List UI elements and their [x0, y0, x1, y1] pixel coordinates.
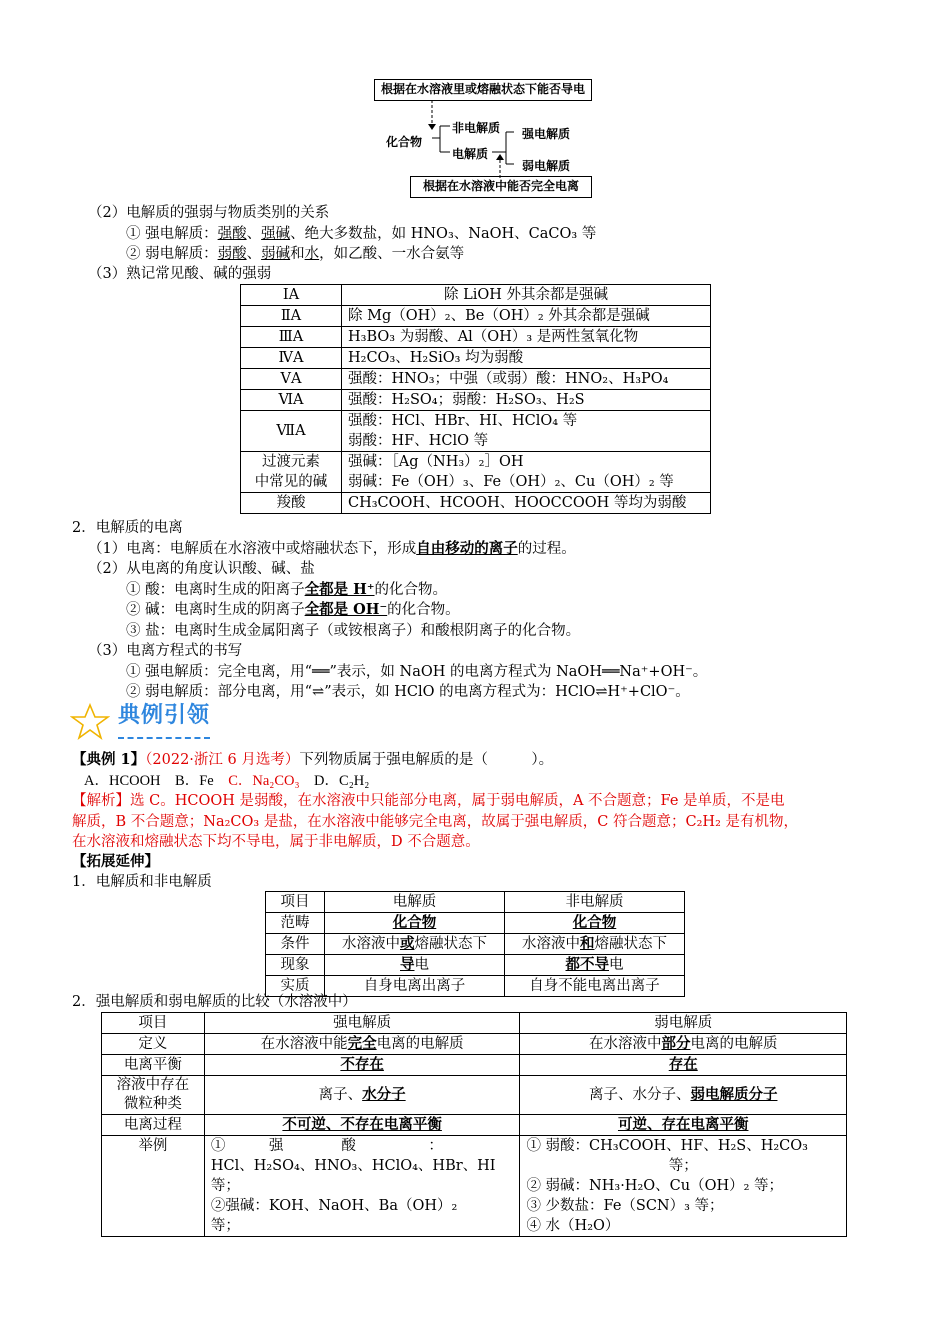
example-options	[84, 771, 369, 791]
t2-row	[266, 955, 685, 976]
t2-cell: 自身不能电离出离子	[505, 976, 685, 997]
group-label	[241, 390, 342, 411]
banner-underline	[118, 737, 210, 739]
sep: 、	[246, 246, 262, 262]
cell-line: 强碱：［Ag（NH₃）₂］OH	[348, 454, 524, 470]
group-desc	[342, 306, 711, 327]
equation-heading: （3）电离方程式的书写	[88, 643, 243, 659]
cell-line: CH₃COOH、HCOOH、HOOCCOOH 等均为弱酸	[348, 495, 687, 511]
group-row	[241, 411, 711, 452]
cell-line: 强酸：H₂SO₄；弱酸：H₂SO₃、H₂S	[348, 392, 585, 408]
strong-ex-4: ②强碱：KOH、NaOH、Ba（OH）₂	[210, 1198, 458, 1214]
cell-line: ⅥA	[278, 392, 304, 408]
group-desc	[342, 369, 711, 390]
text: ② 碱：电离时生成的阴离子	[126, 602, 305, 618]
option-c: C．Na₂CO₃	[228, 773, 300, 789]
cell-line: 过渡元素	[262, 454, 320, 470]
cell-line: H₃BO₃ 为弱酸、Al（OH）₃ 是两性氢氧化物	[348, 329, 639, 345]
t3-species-label: 溶液中存在 微粒种类	[102, 1076, 205, 1115]
cell-line: 强酸：HCl、HBr、HI、HClO₄ 等	[348, 413, 578, 429]
group-desc	[342, 493, 711, 514]
weak-electrolyte-line	[126, 244, 464, 264]
cell-line: 除 Mg（OH）₂、Be（OH）₂ 外其余都是强碱	[348, 308, 650, 324]
t3-h0: 项目	[102, 1013, 205, 1034]
diagram-compound: 化合物	[386, 135, 423, 149]
acid-base-group-table	[240, 284, 711, 514]
group-desc	[342, 411, 711, 452]
label: ② 弱电解质：	[126, 246, 218, 262]
strong-ex-3: 等；	[210, 1178, 240, 1194]
salt-definition: ③ 盐：电离时生成金属阳离子（或铵根离子）和酸根阴离子的化合物。	[126, 623, 581, 639]
t3-example-strong	[204, 1136, 520, 1237]
t3-equilibrium-weak: 存在	[520, 1055, 847, 1076]
t3-example-weak	[520, 1136, 847, 1237]
rest: 、绝大多数盐，如 HNO₃、NaOH、CaCO₃ 等	[290, 226, 597, 242]
strong-weak-table	[101, 1012, 847, 1237]
section-2-heading: （2）电解质的强弱与物质类别的关系	[88, 205, 330, 221]
group-label	[241, 369, 342, 390]
t3-process-weak: 可逆、存在电离平衡	[520, 1115, 847, 1136]
group-label	[241, 285, 342, 306]
group-label	[241, 493, 342, 514]
weak-ex-2: 等；	[668, 1158, 698, 1174]
t2-row	[266, 913, 685, 934]
group-row	[241, 452, 711, 493]
t2-cell: 现象	[266, 955, 325, 976]
text: 的化合物。	[387, 602, 460, 618]
cell-line: ⅦA	[276, 423, 306, 439]
diagram-strong: 强电解质	[522, 127, 571, 141]
group-label	[241, 306, 342, 327]
t3-definition-label: 定义	[102, 1034, 205, 1055]
t3-example-label: 举例	[102, 1136, 205, 1237]
group-row	[241, 493, 711, 514]
cell-line: ⅣA	[278, 350, 304, 366]
t3-process-strong: 不可逆、不存在电离平衡	[204, 1115, 520, 1136]
diagram-weak: 弱电解质	[522, 159, 571, 173]
t2-cell: 化合物	[325, 913, 505, 934]
group-row	[241, 306, 711, 327]
t3-process-label: 电离过程	[102, 1115, 205, 1136]
strong-ex-2: HCl、H₂SO₄、HNO₃、HClO₄、HBr、HI	[210, 1158, 496, 1174]
cell-line: ⅤA	[280, 371, 302, 387]
weak-acid: 弱酸	[217, 246, 247, 262]
strong-ex-1: ① 强 酸 ：	[210, 1138, 443, 1154]
analysis-line-3: 在水溶液和熔融状态下均不导电，属于非电解质，D 不合题意。	[72, 834, 480, 850]
strong-acid: 强酸	[217, 226, 247, 242]
group-desc	[342, 327, 711, 348]
strong-weak-title: 2．强电解质和弱电解质的比较（水溶液中）	[72, 994, 357, 1010]
cell-line: 弱酸：HF、HClO 等	[348, 433, 489, 449]
cell-line: ⅡA	[280, 308, 302, 324]
group-label	[241, 327, 342, 348]
group-desc	[342, 390, 711, 411]
cell-line: 羧酸	[276, 495, 306, 511]
options-ab: A．HCOOH B．Fe	[84, 773, 229, 789]
t3-definition-strong: 在水溶液中能完全电离的电解质	[204, 1034, 520, 1055]
t2-header-cell: 非电解质	[505, 892, 685, 913]
weak-base: 弱碱	[261, 246, 291, 262]
cell-line: H₂CO₃、H₂SiO₃ 均为弱酸	[348, 350, 524, 366]
rest: ，如乙酸、一水合氨等	[319, 246, 465, 262]
cell-line: 除 LiOH 外其余都是强碱	[443, 287, 609, 303]
t3-h2: 弱电解质	[520, 1013, 847, 1034]
t2-cell: 化合物	[505, 913, 685, 934]
diagram-bottom-box: 根据在水溶液中能否完全电离	[410, 176, 592, 198]
group-label	[241, 348, 342, 369]
diagram-electrolyte: 电解质	[452, 147, 489, 161]
text: ② 弱电解质：部分电离，用“	[126, 684, 313, 700]
diagram-top-box: 根据在水溶液里或熔融状态下能否导电	[374, 79, 592, 101]
extension-item-1: 1．电解质和非电解质	[72, 874, 212, 890]
t2-cell: 范畴	[266, 913, 325, 934]
t2-header-cell: 电解质	[325, 892, 505, 913]
t2-cell: 水溶液中或熔融状态下	[325, 934, 505, 955]
group-row	[241, 348, 711, 369]
t3-equilibrium-strong: 不存在	[204, 1055, 520, 1076]
cell-line: ⅠA	[282, 287, 300, 303]
example-tag: 【典例 1】	[72, 751, 146, 768]
water: 水	[304, 246, 320, 262]
ionization-heading: 2．电解质的电离	[72, 520, 183, 536]
t2-cell: 水溶液中和熔融状态下	[505, 934, 685, 955]
all-oh: 全都是 OH⁻	[304, 601, 388, 618]
text: ① 酸：电离时生成的阳离子	[126, 582, 305, 598]
text: ① 强电解质：完全电离，用“	[126, 664, 313, 680]
all-h: 全都是 H⁺	[304, 581, 375, 598]
weak-equation	[126, 682, 690, 702]
weak-ex-3: ② 弱碱：NH₃·H₂O、Cu（OH）₂ 等；	[526, 1178, 784, 1194]
t3-equilibrium-label: 电离平衡	[102, 1055, 205, 1076]
option-d: D．C₂H₂	[299, 773, 370, 789]
free-ions: 自由移动的离子	[416, 540, 518, 557]
ionization-definition	[88, 539, 576, 559]
t3-definition-weak: 在水溶液中部分电离的电解质	[520, 1034, 847, 1055]
text: 的化合物。	[374, 582, 448, 598]
analysis-line-1: 【解析】选 C。HCOOH 是弱酸，在水溶液中只能部分电离，属于弱电解质，A 不合题意；Fe 是单质，不是电	[72, 793, 785, 809]
strong-base: 强碱	[261, 226, 291, 242]
strong-ex-5: 等；	[210, 1218, 240, 1234]
section-3-heading: （3）熟记常见酸、碱的强弱	[88, 266, 272, 282]
group-desc	[342, 452, 711, 493]
diagram-non-electrolyte: 非电解质	[452, 121, 501, 135]
electrolyte-comparison-table	[265, 891, 685, 997]
group-row	[241, 327, 711, 348]
t2-cell: 都不导电	[505, 955, 685, 976]
t2-header-row	[266, 892, 685, 913]
example-banner: 典例引领	[118, 703, 211, 728]
cell-line: ⅢA	[278, 329, 304, 345]
group-label	[241, 452, 342, 493]
t2-row	[266, 934, 685, 955]
t2-header-cell: 项目	[266, 892, 325, 913]
group-label	[241, 411, 342, 452]
text: （1）电离：电解质在水溶液中或熔融状态下，形成	[88, 541, 417, 557]
label: ① 强电解质：	[126, 226, 218, 242]
text: 的过程。	[517, 541, 576, 557]
sep: 和	[290, 246, 305, 262]
cell-line: 强酸：HNO₃；中强（或弱）酸：HNO₂、H₃PO₄	[348, 371, 669, 387]
question-text: 下列物质属于强电解质的是（ ）。	[299, 752, 554, 768]
t2-cell: 自身电离出离子	[325, 976, 505, 997]
t2-cell: 条件	[266, 934, 325, 955]
equals-symbol: ══	[312, 664, 330, 680]
group-desc	[342, 348, 711, 369]
sep: 、	[246, 226, 262, 242]
group-row	[241, 369, 711, 390]
strong-electrolyte-line	[126, 224, 596, 244]
text: ”表示，如 NaOH 的电离方程式为 NaOH══Na⁺+OH⁻。	[329, 664, 708, 680]
base-definition	[126, 600, 460, 620]
cell-line: 弱碱：Fe（OH）₃、Fe（OH）₂、Cu（OH）₂ 等	[348, 474, 674, 490]
group-row	[241, 390, 711, 411]
text: ”表示，如 HClO 的电离方程式为：HClO⇌H⁺+ClO⁻。	[324, 684, 690, 700]
weak-ex-4: ③ 少数盐：Fe（SCN）₃ 等；	[526, 1198, 724, 1214]
weak-ex-1: ① 弱酸：CH₃COOH、HF、H₂S、H₂CO₃	[526, 1138, 808, 1154]
t2-cell: 实质	[266, 976, 325, 997]
t2-cell: 导电	[325, 955, 505, 976]
analysis-line-2: 解质，B 不合题意；Na₂CO₃ 是盐，在水溶液中能够完全电离，故属于强电解质，C 符合题意；C₂H₂ 是有机物，	[72, 814, 798, 830]
acid-base-salt-heading: （2）从电离的角度认识酸、碱、盐	[88, 561, 315, 577]
group-desc	[342, 285, 711, 306]
cell-line: 中常见的碱	[254, 474, 328, 490]
star-icon	[70, 702, 110, 742]
t3-h1: 强电解质	[204, 1013, 520, 1034]
equilibrium-symbol: ⇌	[312, 684, 325, 700]
example-question	[72, 750, 553, 770]
t3-species-weak: 离子、水分子、弱电解质分子	[520, 1076, 847, 1115]
acid-definition	[126, 580, 447, 600]
example-source: （2022·浙江 6 月选考）	[145, 752, 300, 768]
group-row	[241, 285, 711, 306]
extension-heading: 【拓展延伸】	[72, 853, 159, 870]
t3-species-strong: 离子、水分子	[204, 1076, 520, 1115]
weak-ex-5: ④ 水（H₂O）	[526, 1218, 620, 1234]
strong-equation	[126, 662, 707, 682]
